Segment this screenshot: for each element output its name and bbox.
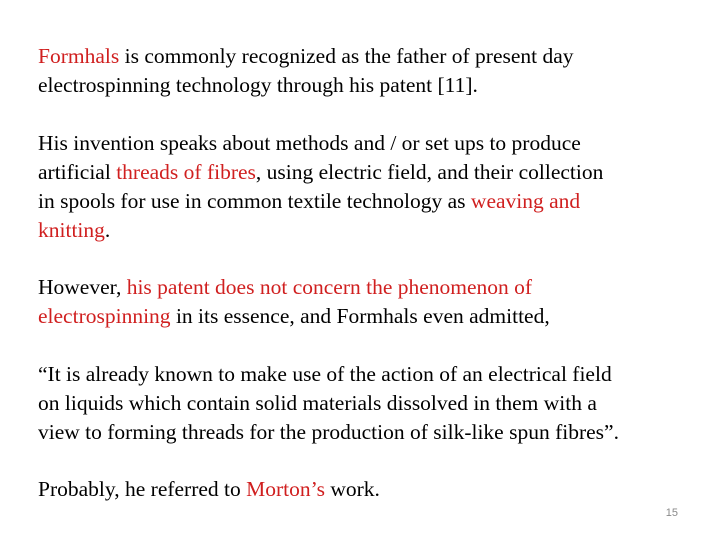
- text-line: [38, 216, 603, 245]
- text-line: [38, 187, 603, 216]
- text-line: [38, 302, 550, 331]
- paragraph-invention: [38, 129, 603, 245]
- text-line: [38, 475, 380, 504]
- text-line: [38, 129, 603, 158]
- page-number: 15: [665, 507, 678, 519]
- text-run: His invention speaks about methods and / or set ups to produce: [38, 131, 581, 155]
- highlight-formhals: Formhals: [38, 44, 120, 68]
- text-run: “It is already known to make use of the action of an electrical field: [38, 362, 612, 386]
- text-run: artificial: [38, 160, 117, 184]
- text-line: [38, 360, 619, 389]
- paragraph-formhals-intro: [38, 42, 574, 100]
- text-run: view to forming threads for the production of silk-like spun fibres”.: [38, 420, 619, 444]
- text-line: [38, 273, 550, 302]
- text-run: work.: [325, 477, 380, 501]
- paragraph-patent-scope: [38, 273, 550, 331]
- text-run: However,: [38, 275, 127, 299]
- highlight-patent-concern: his patent does not concern the phenomenon of: [126, 275, 533, 299]
- text-run: in spools for use in common textile technology as: [38, 189, 471, 213]
- highlight-weaving-and: weaving and: [470, 189, 581, 213]
- text-run: is commonly recognized as the father of present day: [119, 44, 574, 68]
- text-line: [38, 42, 574, 71]
- text-line: [38, 71, 574, 100]
- paragraph-morton: [38, 475, 380, 504]
- text-run: in its essence, and Formhals even admitted,: [170, 304, 550, 328]
- text-run: , using electric field, and their collection: [255, 160, 604, 184]
- text-line: [38, 158, 603, 187]
- text-run: Probably, he referred to: [38, 477, 247, 501]
- highlight-knitting: knitting: [38, 218, 105, 242]
- highlight-mortons: Morton’s: [246, 477, 325, 501]
- text-line: [38, 418, 619, 447]
- text-line: [38, 389, 619, 418]
- highlight-electrospinning: electrospinning: [38, 304, 171, 328]
- paragraph-quote: [38, 360, 619, 447]
- text-run: on liquids which contain solid materials dissolved in them with a: [38, 391, 597, 415]
- text-run: .: [104, 218, 111, 242]
- text-run: electrospinning technology through his patent [11].: [38, 73, 478, 97]
- highlight-threads-of-fibres: threads of fibres: [116, 160, 256, 184]
